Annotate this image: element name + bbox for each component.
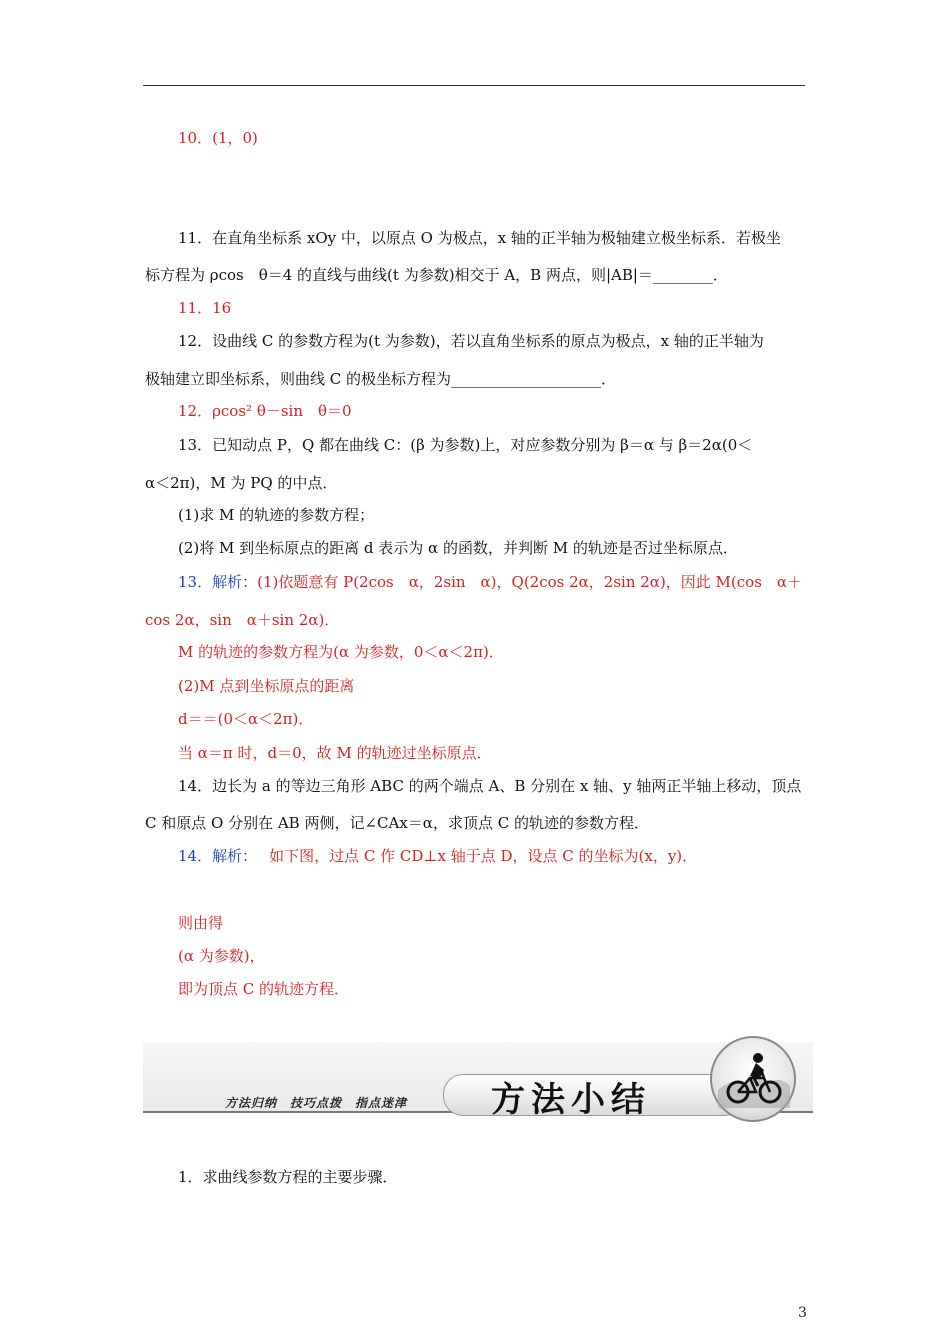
- question-13-line2: α＜2π)，M 为 PQ 的中点．: [145, 474, 338, 492]
- answer-11: 11．16: [178, 299, 232, 317]
- question-12-line1: 12．设曲线 C 的参数方程为(t 为参数)，若以直角坐标系的原点为极点，x 轴的正半轴为: [178, 332, 764, 350]
- question-13-part1: (1)求 M 的轨迹的参数方程；: [178, 506, 375, 524]
- solution-14-label: 14．解析：: [178, 847, 258, 865]
- answer-10: 10．(1，0): [178, 129, 258, 147]
- summary-item-1: 1．求曲线参数方程的主要步骤．: [178, 1168, 398, 1186]
- solution-13-line5: d＝＝(0＜α＜2π)．: [178, 710, 314, 728]
- solution-13-line1: [178, 572, 802, 592]
- question-14-line1: 14．边长为 a 的等边三角形 ABC 的两个端点 A、B 分别在 x 轴、y 轴两正半轴上移动，顶点: [178, 777, 802, 795]
- header-rule: [143, 85, 805, 86]
- solution-14-line3: (α 为参数)，: [178, 947, 265, 965]
- banner-title: 方法小结: [491, 1080, 651, 1120]
- solution-14-line1: [178, 846, 697, 866]
- solution-14-text: 如下图，过点 C 作 CD⊥x 轴于点 D，设点 C 的坐标为(x，y)．: [269, 847, 698, 865]
- answer-12: 12．ρcos² θ－sin θ＝0: [178, 402, 352, 420]
- solution-13-text: (1)依题意有 P(2cos α，2sin α)，Q(2cos 2α，2sin 2α)，因此 M(cos α＋: [257, 573, 803, 591]
- solution-13-line6: 当 α＝π 时，d＝0，故 M 的轨迹过坐标原点．: [178, 744, 492, 762]
- page-number: 3: [798, 1305, 807, 1321]
- question-14-line2: C 和原点 O 分别在 AB 两侧，记∠CAx＝α，求顶点 C 的轨迹的参数方程．: [145, 814, 649, 832]
- solution-14-line2: 则由得: [178, 914, 224, 932]
- question-12-line2: 极轴建立即坐标系，则曲线 C 的极坐标方程为____________________．: [145, 370, 617, 388]
- question-11-line2: 标方程为 ρcos θ＝4 的直线与曲线(t 为参数)相交于 A，B 两点，则|AB|＝________．: [145, 266, 728, 284]
- question-13-part2: (2)将 M 到坐标原点的距离 d 表示为 α 的函数，并判断 M 的轨迹是否过坐标原点．: [178, 539, 738, 557]
- banner-tags: 方法归纳 技巧点拨 指点迷津: [225, 1096, 408, 1110]
- banner-medallion: [710, 1036, 796, 1122]
- method-summary-banner: [143, 1034, 813, 1120]
- solution-13-label: 13．解析：: [178, 573, 258, 591]
- question-13-line1: 13．已知动点 P，Q 都在曲线 C：(β 为参数)上，对应参数分别为 β＝α 与 β＝2α(0＜: [178, 436, 753, 454]
- solution-13-line3: M 的轨迹的参数方程为(α 为参数，0＜α＜2π)．: [178, 643, 504, 661]
- solution-14-line4: 即为顶点 C 的轨迹方程．: [178, 980, 350, 998]
- question-11-line1: 11．在直角坐标系 xOy 中，以原点 O 为极点，x 轴的正半轴为极轴建立极坐标系．若极坐: [178, 229, 781, 247]
- cyclist-icon: [712, 1038, 794, 1120]
- solution-13-line2: cos 2α，sin α＋sin 2α)．: [145, 611, 340, 629]
- solution-13-line4: (2)M 点到坐标原点的距离: [178, 677, 355, 695]
